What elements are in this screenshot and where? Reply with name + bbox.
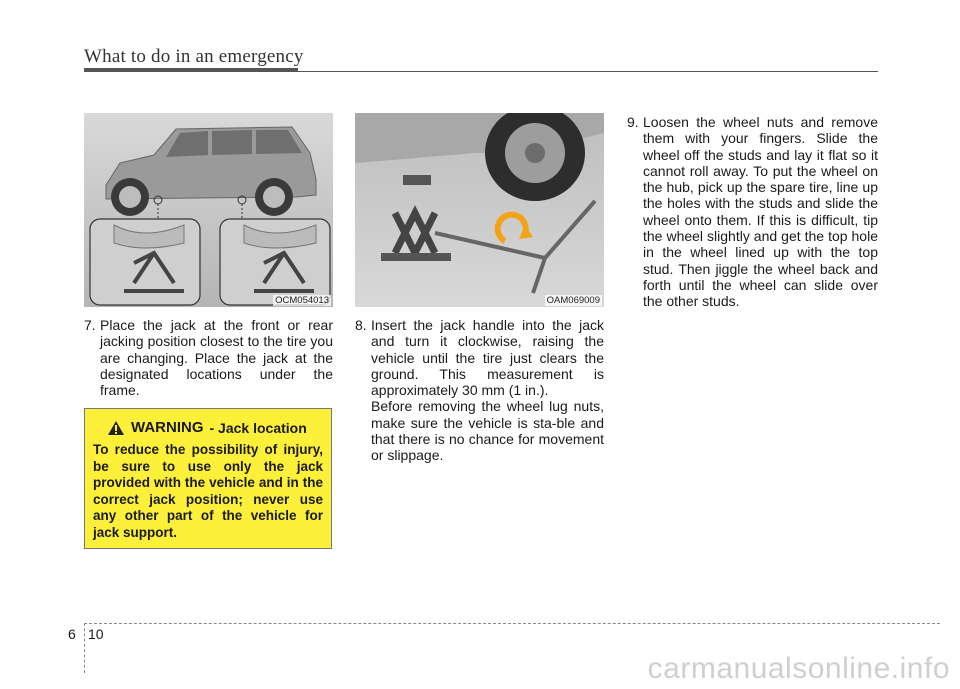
step-text: Insert the jack handle into the jack and turn it clockwise, raising the vehicle until the tire just clears the ground. This measurement is approximately 30 mm (1 in.). <box>371 317 604 399</box>
step-7 <box>84 317 333 398</box>
figure-jack-points <box>84 113 333 307</box>
warning-text: To reduce the possibility of injury, be sure to use only the jack provided with the vehicle and in the correct jack position; never use any other part of the vehicle for jack support. <box>93 442 323 540</box>
suv-jack-points-illustration <box>84 113 333 307</box>
header-rule-thin <box>84 71 878 72</box>
warning-header <box>107 419 323 436</box>
warning-subtitle: - Jack location <box>209 419 307 436</box>
warning-box <box>84 408 332 549</box>
site-watermark: carmanualsonline.info <box>647 652 950 685</box>
step-number: 8. <box>355 317 367 333</box>
figure-jack-handle <box>355 113 604 307</box>
warning-triangle-icon <box>107 420 125 436</box>
step-number: 7. <box>84 317 96 333</box>
figure-code: OCM054013 <box>275 295 329 306</box>
warning-title: WARNING <box>131 419 204 436</box>
step-number: 9. <box>627 114 639 130</box>
step-text: Place the jack at the front or rear jacking position closest to the tire you are changing. Place the jack at the designated locations under the frame. <box>100 317 333 399</box>
figure-code: OAM069009 <box>546 295 600 306</box>
step-text: Loosen the wheel nuts and remove them with your fingers. Slide the wheel off the studs and lay it flat so it cannot roll away. To put the wheel on the hub, pick up the spare tire, line up the holes with the studs and slide the wheel onto them. If this is difficult, tip the wheel slightly and get the top hole in the wheel lined up with the top stud. Then jiggle the wheel back and forth until the wheel can slide over the other studs. <box>643 114 878 310</box>
chapter-number: 6 <box>68 626 76 642</box>
step-9 <box>627 114 878 310</box>
footer-dashed-rule <box>84 623 940 624</box>
step-text-continued: Before removing the wheel lug nuts, make sure the vehicle is sta-ble and that there is no chance for movement or slippage. <box>371 398 604 464</box>
footer-dashed-divider <box>84 623 85 673</box>
page-number: 10 <box>88 626 104 642</box>
step-8 <box>355 317 604 464</box>
page-header-title: What to do in an emergency <box>84 46 304 67</box>
jack-handle-illustration <box>355 113 604 307</box>
